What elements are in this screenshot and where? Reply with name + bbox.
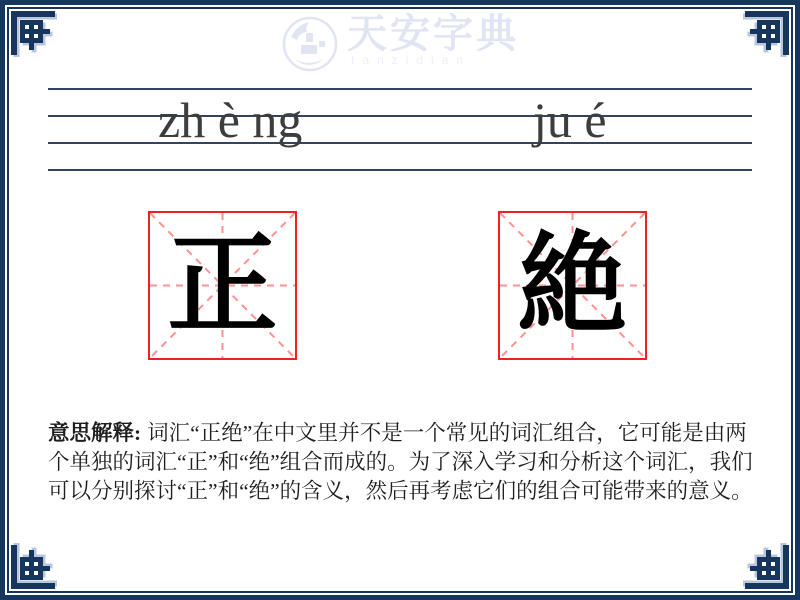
logo-subtitle: tanzidian (351, 53, 472, 67)
corner-ornament-bottom-right-icon (743, 543, 791, 591)
logo-text (347, 12, 519, 67)
staff-line (48, 115, 752, 117)
meaning-explanation (48, 419, 760, 506)
logo-seal-icon (281, 15, 339, 73)
character-box-zheng (148, 211, 297, 360)
character-jue: 絶 (517, 224, 628, 347)
explanation-label: 意思解释: (48, 421, 142, 445)
explanation-body: 词汇“正绝”在中文里并不是一个常见的词汇组合，它可能是由两个单独的词汇“正”和“绝”组合而成的。为了深入学习和分析这个词汇，我们可以分别探讨“正”和“绝”的含义，然后再考虑它们的组合可能带来的意义。 (48, 421, 753, 503)
corner-ornament-bottom-left-icon (9, 543, 57, 591)
staff-line (48, 169, 752, 171)
logo (0, 12, 800, 73)
pinyin-zheng: zh è ng (158, 92, 303, 148)
staff-line (48, 142, 752, 144)
character-zheng: 正 (167, 224, 278, 347)
character-box-jue (498, 211, 647, 360)
staff-line (48, 88, 752, 90)
pinyin-jue: ju é (533, 92, 607, 148)
logo-title: 天安字典 (347, 11, 519, 56)
